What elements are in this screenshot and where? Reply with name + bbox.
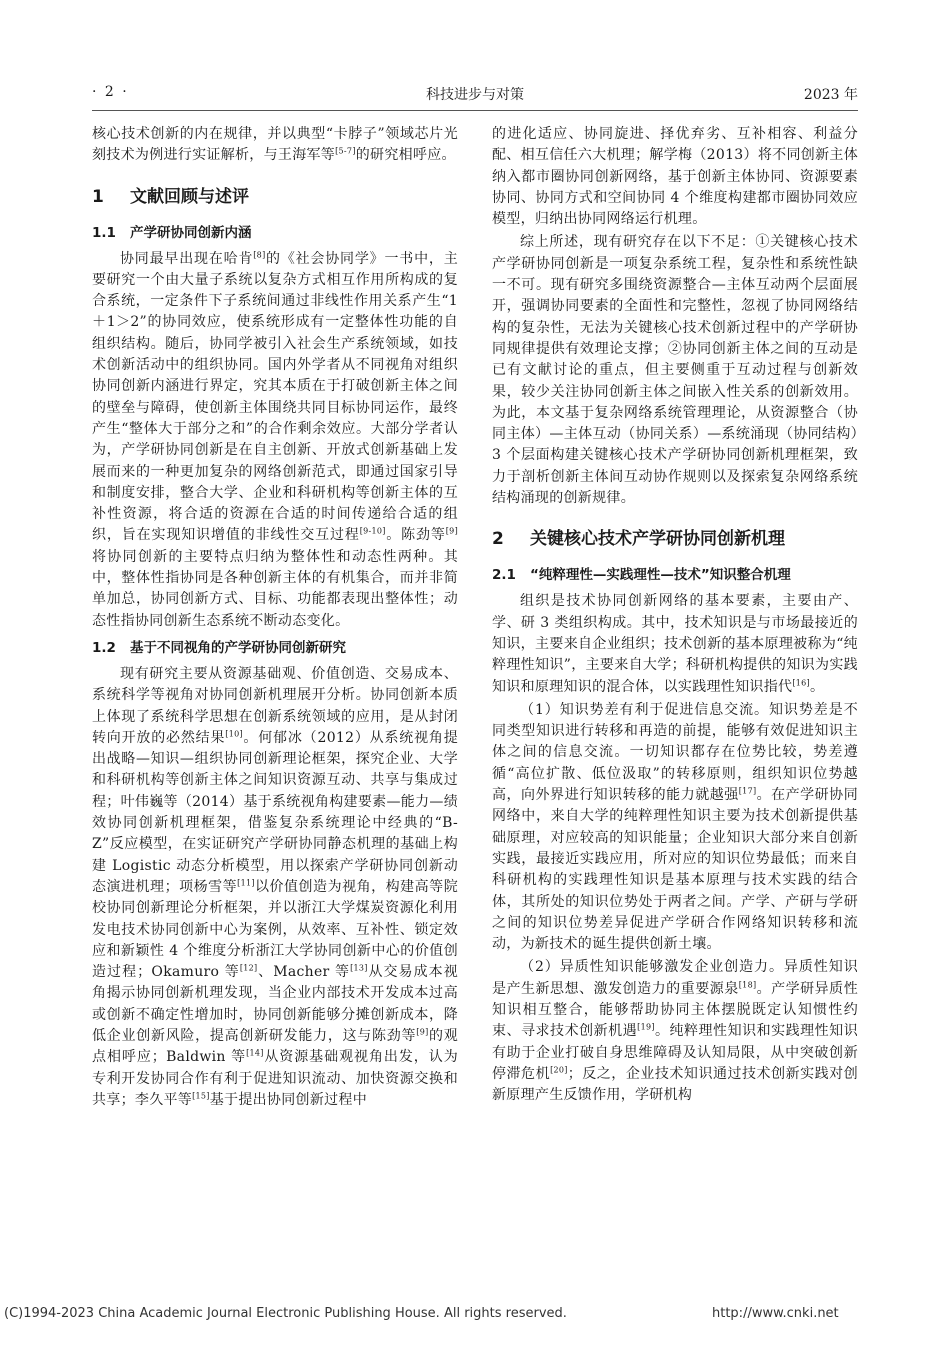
paragraph-summary: 综上所述，现有研究存在以下不足：①关键核心技术产学研协同创新是一项复杂系统工程，复杂性和系统性缺一不可。现有研究多围绕资源整合—主体互动两个层面展开，强调协同要素的全面性和完整性，忽视了协同网络结构的复杂性，无法为关键核心技术创新过程中的产学研协同规律提供有效理论支撑；②协同创新主体之间的互动是已有文献讨论的重点，但主要侧重于互动过程与创新效果，较少关注协同创新主体之间嵌入性关系的创新效用。为此，本文基于复杂网络系统管理理论，从资源整合（协同主体）—主体互动（协同关系）—系统涌现（协同结构）3 个层面构建关键核心技术产学研协同创新机理框架，致力于剖析创新主体间互动协作规则以及探索复杂网络系统结构涌现的创新规律。 [492,234,858,507]
citation: [18] [738,980,757,990]
intro-paragraph: 核心技术创新的内在规律，并以典型“卡脖子”领域芯片光刻技术为例进行实证解析，与王海军等[5-7]的研究相呼应。 [92,126,458,164]
copyright-notice: (C)1994-2023 China Academic Journal Electronic Publishing House. All rights reserved. [4,1306,567,1321]
citation: [5-7] [335,146,356,156]
journal-title: 科技进步与对策 [426,87,524,103]
citation: [19] [637,1022,655,1032]
cnki-url[interactable]: http://www.cnki.net [712,1306,839,1321]
page-number: · 2 · [92,84,129,100]
left-column [92,124,458,1111]
citation: [14] [246,1048,264,1058]
paragraph-perspectives: 现有研究主要从资源基础观、价值创造、交易成本、系统科学等视角对协同创新机理展开分析。协同创新本质上体现了系统科学思想在创新系统领域的应用，是从封闭转向开放的必然结果[10]。何郁冰（2012）从系统视角提出战略—知识—组织协同创新理论框架，探究企业、大学和科研机构等创新主体之间知识资源互动、共享与集成过程；叶伟巍等（2014）基于系统视角构建要素—能力—绩效协同创新机理框架，借鉴复杂系统理论中经典的“B-Z”反应模型，在实证研究产学研协同静态机理的基础上构建 Logistic 动态分析模型，用以探索产学研协同创新动态演进机理；项杨雪等[11]以价值创造为视角，构建高等院校协同创新理论分析框架，并以浙江大学煤炭资源化利用发电技术协同创新中心为案例，从效率、互补性、锁定效应和新颖性 4 个维度分析浙江大学协同创新中心的价值创造过程；Okamuro 等[12]、Macher 等[13]从交易成本视角揭示协同创新机理发现，当企业内部技术开发成本过高或创新不确定性增加时，协同创新能够分摊创新成本，降低企业创新风险，提高创新研发能力，这与陈劲等[9]的观点相呼应；Baldwin 等[14]从资源基础观视角出发，认为专利开发协同合作有利于促进知识流动、加快资源交换和共享；李久平等[15]基于提出协同创新过程中 [92,665,458,1108]
subsection-heading-2-1: 2.1 “纯粹理性—实践理性—技术”知识整合机理 [492,567,791,584]
header-rule [92,110,858,111]
subsection-heading-1-2: 1.2 基于不同视角的产学研协同创新研究 [92,639,346,656]
citation: [13] [350,963,368,973]
paragraph-synergy-definition: 协同最早出现在哈肯[8]的《社会协同学》一书中，主要研究一个由大量子系统以复杂方式相互作用所构成的复合系统，一定条件下子系统间通过非线性作用关系产生“1＋1＞2”的协同效应，使系统形成有一定整体性功能的自组织结构。随后，协同学被引入社会生产系统领域，如技术创新活动中的组织协同。国内外学者从不同视角对组织协同创新内涵进行界定，究其本质在于打破创新主体之间的壁垒与障碍，使创新主体围绕共同目标协同运作，最终产生“整体大于部分之和”的合作剩余效应。大部分学者认为，产学研协同创新是在自主创新、开放式创新基础上发展而来的一种更加复杂的网络创新范式，即通过国家引导和制度安排，整合大学、企业和科研机构等创新主体的互补性资源，将合适的资源在合适的时间传递给合适的组织，旨在实现知识增值的非线性交互过程[9-10]。陈劲等[9]将协同创新的主要特点归纳为整体性和动态性两种。其中，整体性指协同是各种创新主体的有机集合，而并非简单加总，协同创新方式、目标、功能都表现出整体性；动态性指协同创新生态系统不断动态变化。 [92,249,458,629]
citation: [10] [225,729,243,739]
citation: [17] [738,786,757,796]
citation: [16] [792,677,810,687]
paragraph-knowledge-potential: （1）知识势差有利于促进信息交流。知识势差是不同类型知识进行转移和再造的前提，能够有效促进知识主体之间的信息交流。一切知识都存在位势比较，势差遵循“高位扩散、低位汲取”的转移原则，组织知识位势越高，向外界进行知识转移的能力就越强[17]。在产学研协同网络中，来自大学的纯粹理性知识主要为技术创新提供基础原理，对应较高的知识能量；企业知识大部分来自创新实践，最接近实践应用，所对应的知识位势最低；而来自科研机构的实践理性知识是基本原理与技术实践的结合体，其所处的知识位势处于两者之间。产学、产研与学研之间的知识位势差异促进产学研合作网络知识转移和流动，为新技术的诞生提供创新土壤。 [492,701,858,953]
citation: [12] [239,963,258,973]
paragraph-continuation: 的进化适应、协同旋进、择优弃劣、互补相容、利益分配、相互信任六大机理；解学梅（2013）将不同创新主体纳入都市圈协同创新网络，基于创新主体协同、资源要素协同、协同方式和空间协同 4 个维度构建都市圈协同效应模型，归纳出协同网络运行机理。 [492,126,858,228]
right-column [492,124,858,1106]
citation: [9-10] [359,526,386,536]
copyright-footer [0,1306,950,1328]
section-heading-1: 1 文献回顾与述评 [92,186,249,207]
citation: [8] [253,249,266,259]
subsection-heading-1-1: 1.1 产学研协同创新内涵 [92,224,252,241]
paragraph-heterogeneous-knowledge: （2）异质性知识能够激发企业创造力。异质性知识是产生新思想、激发创造力的重要源泉[18]。产学研异质性知识相互整合，能够帮助协同主体摆脱既定认知惯性约束、寻求技术创新机遇[19]。纯粹理性知识和实践理性知识有助于企业打破自身思维障碍及认知局限，从中突破创新停滞危机[20]；反之，企业技术知识通过技术创新实践对创新原理产生反馈作用，学研机构 [492,959,859,1104]
citation: [20] [550,1065,568,1075]
citation: [11] [237,878,255,888]
publication-year: 2023 年 [803,87,858,103]
section-heading-2: 2 关键核心技术产学研协同创新机理 [492,529,785,550]
paragraph-organization: 组织是技术协同创新网络的基本要素，主要由产、学、研 3 类组织构成。其中，技术知识是与市场最接近的知识，主要来自企业组织；技术创新的基本原理被称为“纯粹理性知识”，主要来自大学；科研机构提供的知识为实践知识和原理知识的混合体，以实践理性知识指代[16]。 [492,593,858,695]
citation: [15] [192,1091,210,1101]
running-header [92,84,858,108]
citation: [9] [445,526,458,536]
citation: [9] [416,1027,429,1037]
